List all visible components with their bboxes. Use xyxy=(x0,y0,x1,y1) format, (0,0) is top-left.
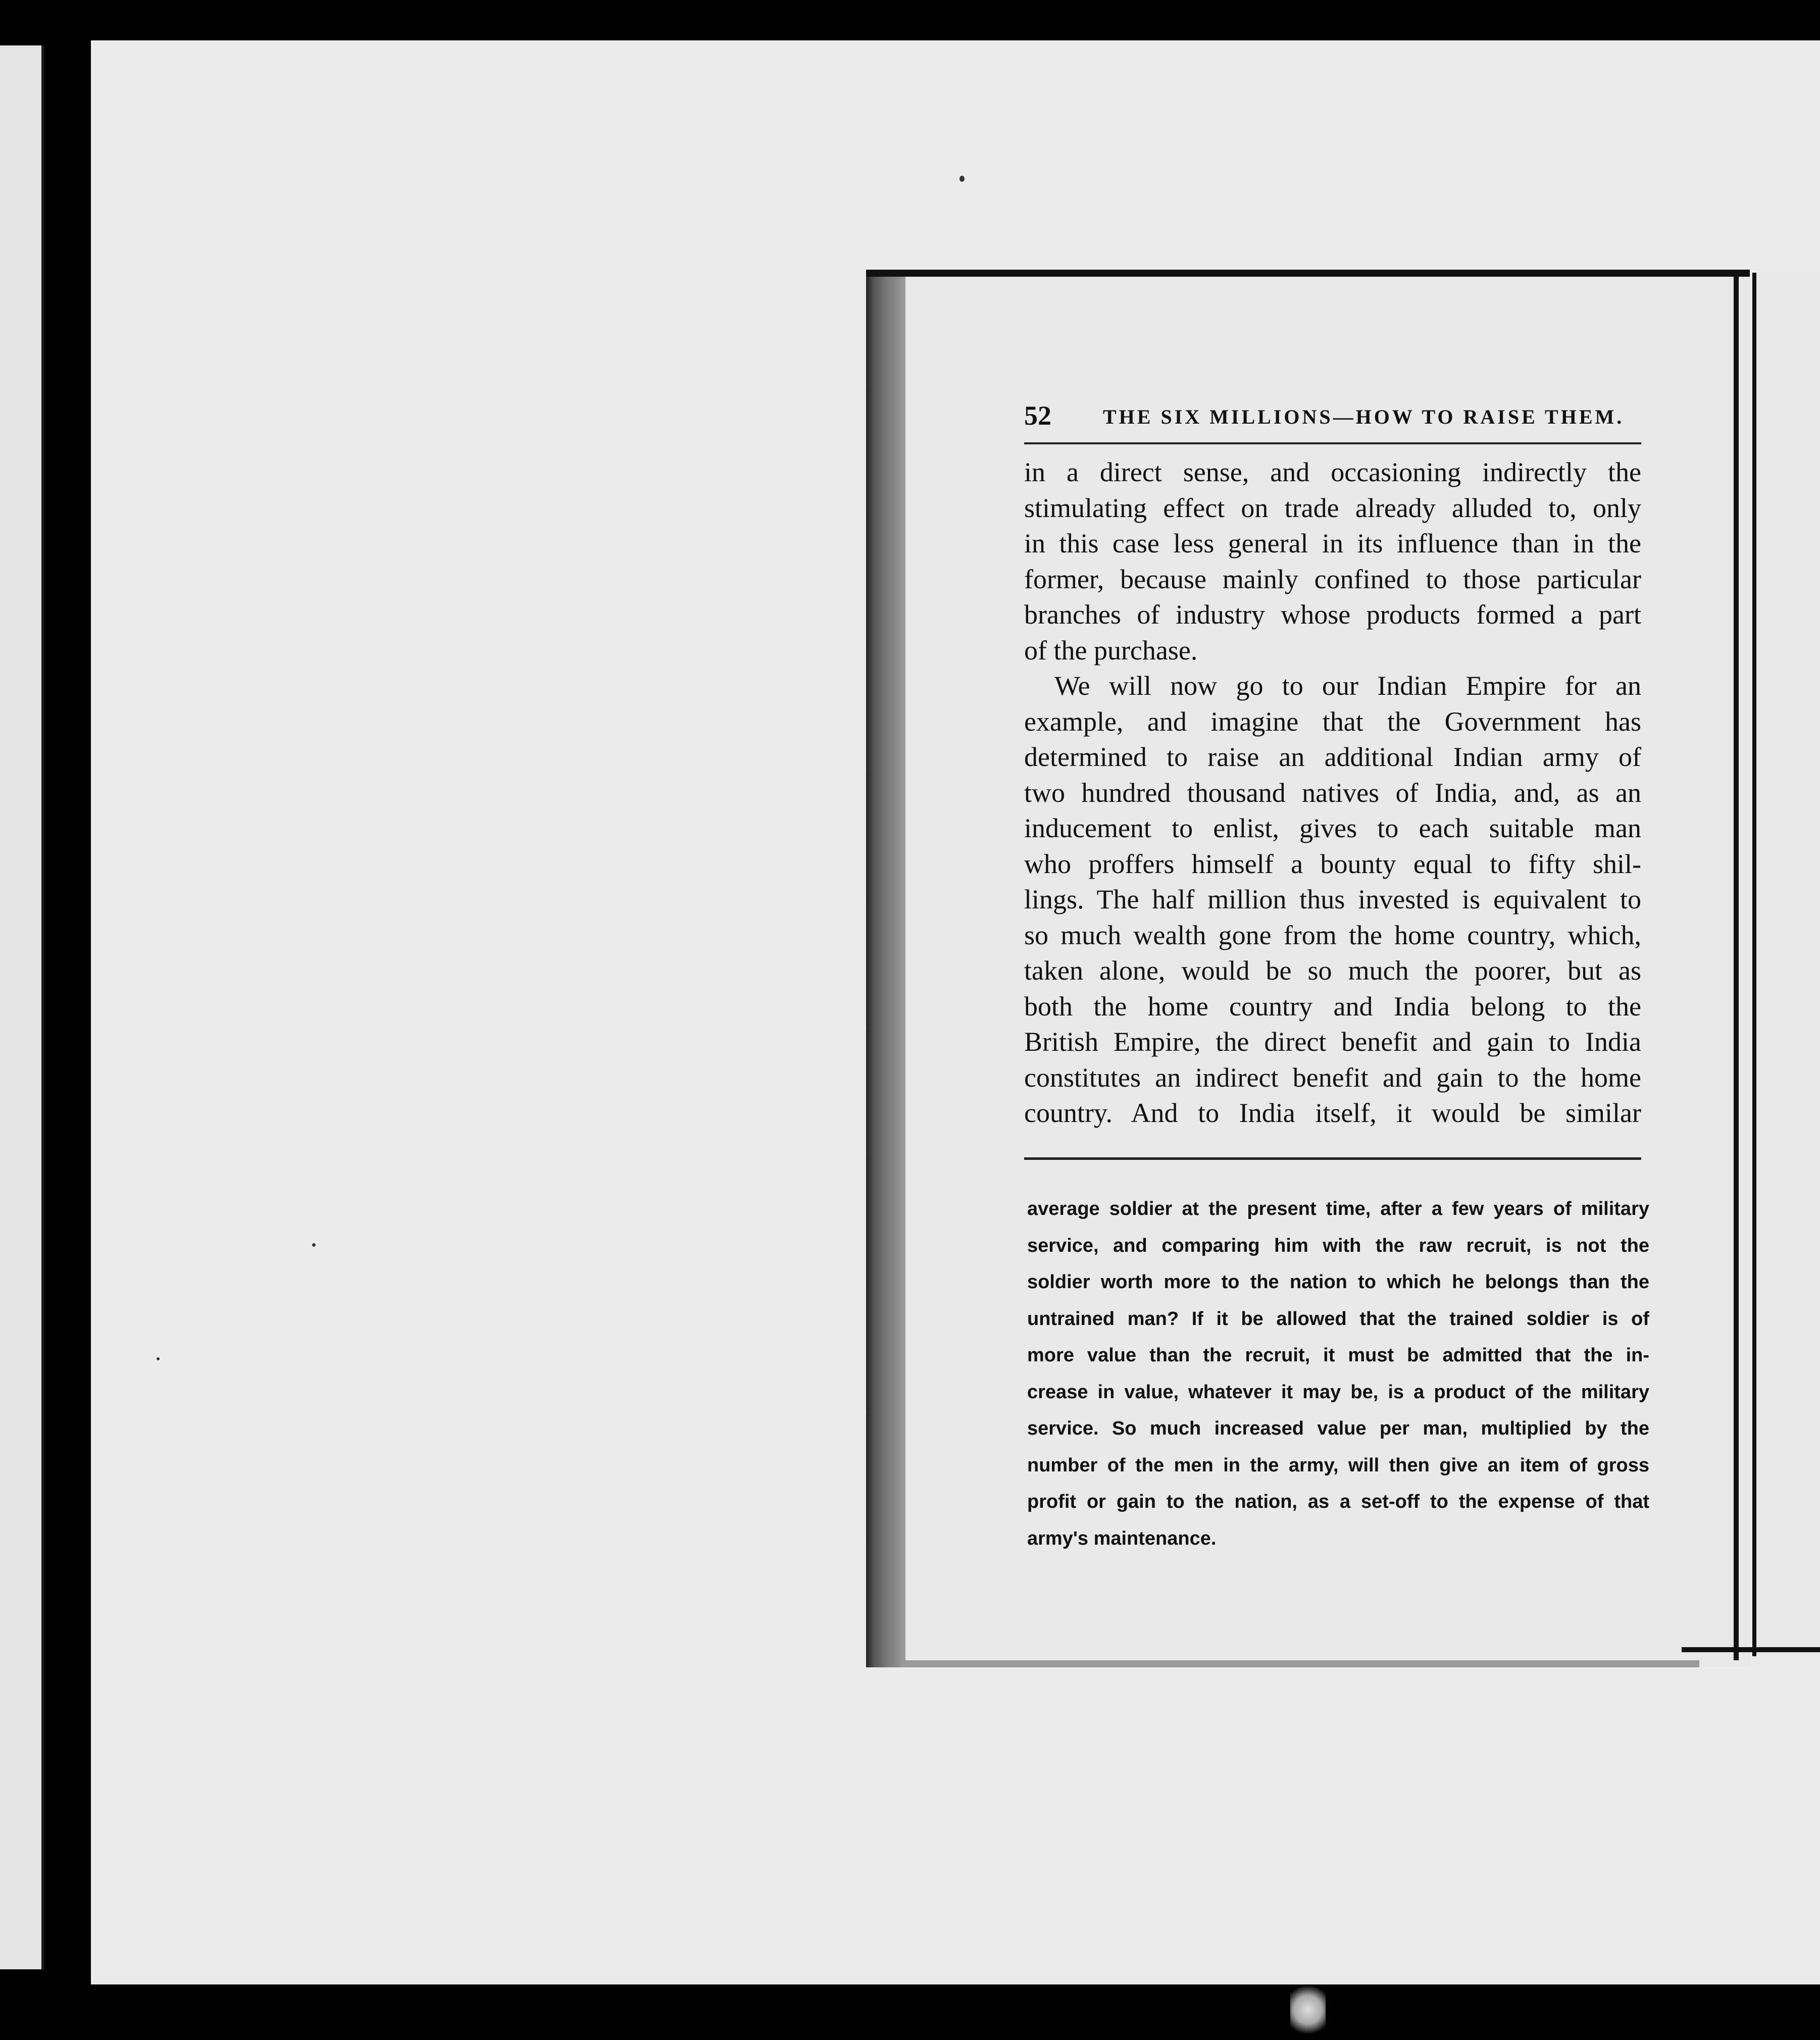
footnote-line: soldier worth more to the nation to which he belongs than the xyxy=(1027,1271,1649,1293)
body-line: branches of industry whose products formed a part xyxy=(1024,599,1641,630)
body-line: who proffers himself a bounty equal to fifty shil- xyxy=(1024,848,1641,879)
body-line: in a direct sense, and occasioning indirectly the xyxy=(1024,457,1641,487)
footnote-line: average soldier at the present time, after a few years of military xyxy=(1027,1198,1649,1219)
body-line: British Empire, the direct benefit and gain to India xyxy=(1024,1027,1641,1057)
body-line: example, and imagine that the Government has xyxy=(1024,706,1641,737)
adjacent-page-border xyxy=(1682,1647,1820,1652)
footnote-line: service, and comparing him with the raw recruit, is not the xyxy=(1027,1235,1649,1256)
body-line: in this case less general in its influence than in the xyxy=(1024,528,1641,558)
body-line: We will now go to our Indian Empire for an xyxy=(1054,671,1641,701)
body-line: of the purchase. xyxy=(1024,635,1198,666)
running-head xyxy=(1024,400,1643,435)
book-gutter xyxy=(866,277,905,1667)
body-text xyxy=(1024,454,1641,1131)
previous-frame-edge xyxy=(0,45,44,1969)
body-line: country. And to India itself, it would be similar xyxy=(1024,1098,1641,1128)
adjacent-page-edge xyxy=(1752,273,1820,1656)
footnote xyxy=(1027,1191,1649,1557)
body-line: lings. The half million thus invested is equivalent to xyxy=(1024,884,1641,914)
page-edge xyxy=(1734,277,1739,1660)
body-line: both the home country and India belong to the xyxy=(1024,991,1641,1022)
body-line: former, because mainly confined to those particular xyxy=(1024,564,1641,594)
body-line: so much wealth gone from the home country, which, xyxy=(1024,920,1641,950)
footnote-rule xyxy=(1024,1157,1641,1160)
page-number: 52 xyxy=(1024,400,1051,431)
body-line: two hundred thousand natives of India, and, as an xyxy=(1024,777,1641,808)
footnote-line: service. So much increased value per man, multiplied by the xyxy=(1027,1418,1649,1439)
running-title: THE SIX MILLIONS—HOW TO RAISE THEM. xyxy=(1103,405,1625,428)
header-rule xyxy=(1024,442,1641,444)
film-speck xyxy=(157,1357,160,1360)
film-speck xyxy=(959,176,965,182)
footnote-line: untrained man? If it be allowed that the trained soldier is of xyxy=(1027,1308,1649,1330)
footnote-line: profit or gain to the nation, as a set-off to the expense of that xyxy=(1027,1491,1649,1512)
footnote-line: crease in value, whatever it may be, is a product of the military xyxy=(1027,1381,1649,1403)
footnote-line: army's maintenance. xyxy=(1027,1527,1217,1549)
film-smudge xyxy=(1290,1979,1326,2040)
body-line: stimulating effect on trade already alluded to, only xyxy=(1024,492,1641,523)
body-line: determined to raise an additional Indian army of xyxy=(1024,742,1641,772)
footnote-line: more value than the recruit, it must be admitted that the in- xyxy=(1027,1345,1649,1366)
body-line: constitutes an indirect benefit and gain to the home xyxy=(1024,1062,1641,1093)
film-speck xyxy=(312,1243,316,1247)
page-bottom-shadow xyxy=(901,1660,1699,1667)
footnote-line: number of the men in the army, will then give an item of gross xyxy=(1027,1454,1649,1476)
body-line: inducement to enlist, gives to each suitable man xyxy=(1024,813,1641,843)
body-line: taken alone, would be so much the poorer, but as xyxy=(1024,955,1641,986)
